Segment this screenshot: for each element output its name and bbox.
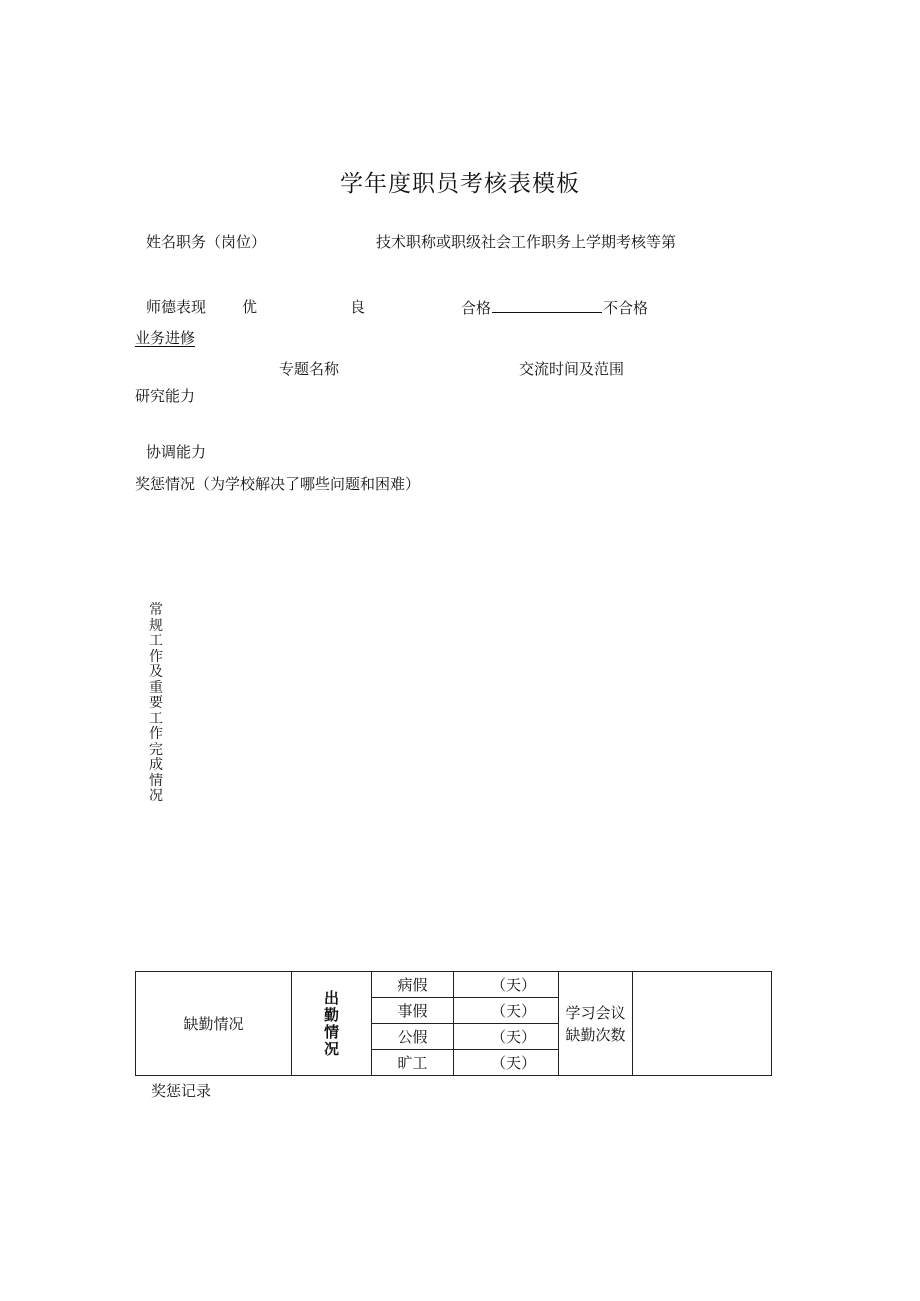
exchange-label: 交流时间及范围 [519,360,625,378]
page-title: 学年度职员考核表模板 [340,171,580,197]
grade-good: 良 [350,298,366,316]
attendance-table [135,971,772,1076]
grade-fail: 不合格 [603,299,649,317]
absent-label: 旷工 [372,1050,454,1076]
sick-leave-days: （天） [454,972,559,998]
grade-pass: 合格 [461,299,492,317]
personal-leave-label: 事假 [372,998,454,1024]
personal-leave-days: （天） [454,998,559,1024]
official-leave-days: （天） [454,1024,559,1050]
study-label: 业务进修 [135,329,196,347]
awards-label: 奖惩情况（为学校解决了哪些问题和困难） [135,475,421,493]
coordination-label: 协调能力 [146,443,207,461]
title-rank-label: 技术职称或职级社会工作职务上学期考核等第 [376,233,677,251]
absence-label: 缺勤情况 [136,972,292,1076]
meeting-absence-label: 学习会议 缺勤次数 [559,972,633,1076]
attendance-label: 出 勤 情 况 [292,972,372,1076]
name-position-label: 姓名职务（岗位） [146,233,267,251]
absent-days: （天） [454,1050,559,1076]
grade-pass-row [461,298,648,317]
meeting-absence-value[interactable] [633,972,772,1076]
grade-excellent: 优 [242,298,258,316]
sick-leave-label: 病假 [372,972,454,998]
blank-line [492,298,602,313]
ethics-label: 师德表现 [146,298,207,316]
research-label: 研究能力 [135,387,196,405]
official-leave-label: 公假 [372,1024,454,1050]
routine-work-label: 常规工作及重要工作完成情况 [149,602,163,804]
topic-label: 专题名称 [279,360,340,378]
record-label: 奖惩记录 [151,1082,212,1100]
